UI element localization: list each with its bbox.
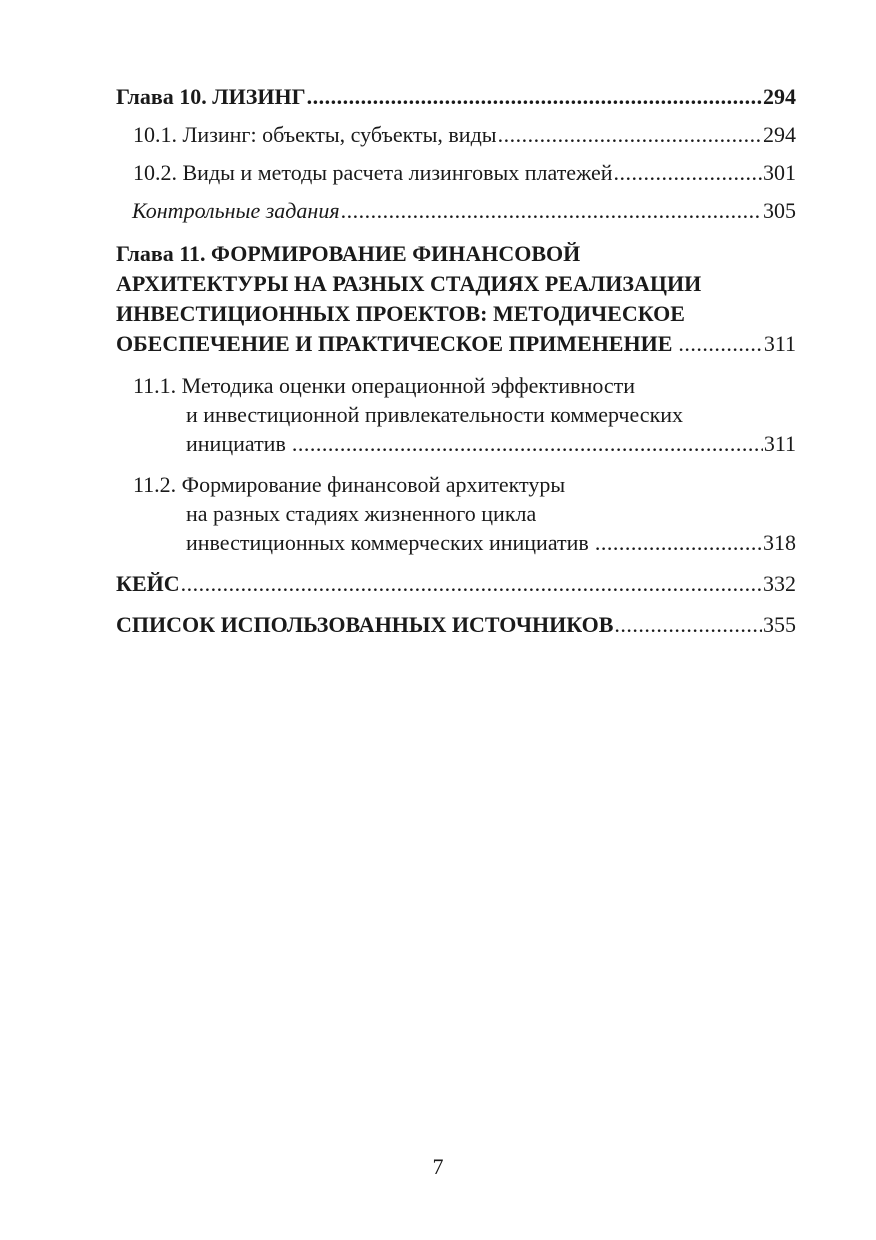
toc-entry-title-line: Глава 11. ФОРМИРОВАНИЕ ФИНАНСОВОЙ (116, 241, 581, 266)
dot-leader (181, 569, 762, 598)
dot-leader (614, 158, 762, 187)
toc-entry-title-line: инвестиционных коммерческих инициатив (186, 530, 589, 555)
toc-entry-chapter-10[interactable] (116, 82, 796, 111)
dot-leader (614, 610, 762, 639)
toc-entry-section-11-1[interactable] (116, 371, 796, 458)
toc-entry-last-line (116, 329, 796, 359)
dot-leader (292, 429, 763, 458)
dot-leader (595, 528, 762, 557)
toc-entry-page: 332 (763, 571, 796, 596)
toc-entry-page: 294 (763, 122, 796, 147)
toc-entry-title: СПИСОК ИСПОЛЬЗОВАННЫХ ИСТОЧНИКОВ (116, 612, 614, 637)
toc-entry-title-line: АРХИТЕКТУРЫ НА РАЗНЫХ СТАДИЯХ РЕАЛИЗАЦИИ (116, 271, 702, 296)
toc-entry-sources[interactable] (116, 610, 796, 639)
toc-entry-title-line: ОБЕСПЕЧЕНИЕ И ПРАКТИЧЕСКОЕ ПРИМЕНЕНИЕ (116, 331, 673, 356)
toc-entry-control-tasks[interactable] (116, 196, 796, 225)
toc-entry-last-line (133, 429, 796, 458)
dot-leader (678, 329, 762, 359)
toc-entry-title: КЕЙС (116, 571, 180, 596)
table-of-contents (116, 80, 796, 639)
toc-entry-case[interactable] (116, 569, 796, 598)
toc-entry-title-line: и инвестиционной привлекательности коммерческих (186, 402, 684, 427)
page-number: 7 (432, 1154, 444, 1179)
dot-leader (498, 120, 762, 149)
toc-entry-title-line: 11.2. Формирование финансовой архитектуры (133, 472, 566, 497)
toc-entry-section-10-1[interactable] (116, 120, 796, 149)
toc-entry-title: Контрольные задания (132, 198, 340, 223)
toc-entry-page: 311 (763, 431, 796, 456)
toc-entry-chapter-11[interactable] (116, 239, 796, 359)
toc-entry-page: 311 (763, 331, 796, 356)
toc-entry-page: 305 (763, 198, 796, 223)
dot-leader (307, 82, 762, 111)
toc-entry-title: 10.1. Лизинг: объекты, субъекты, виды (133, 122, 497, 147)
toc-entry-page: 355 (763, 612, 796, 637)
toc-entry-title-line: инициатив (186, 431, 286, 456)
toc-entry-title-line: ИНВЕСТИЦИОННЫХ ПРОЕКТОВ: МЕТОДИЧЕСКОЕ (116, 301, 685, 326)
toc-entry-title-line: 11.1. Методика оценки операционной эффективности (133, 373, 636, 398)
toc-entry-page: 294 (763, 84, 796, 109)
toc-entry-section-10-2[interactable] (116, 158, 796, 187)
dot-leader (341, 196, 762, 225)
toc-entry-title: Глава 10. ЛИЗИНГ (116, 84, 306, 109)
toc-entry-title-line: на разных стадиях жизненного цикла (186, 501, 537, 526)
toc-entry-last-line (133, 528, 796, 557)
toc-entry-title: 10.2. Виды и методы расчета лизинговых платежей (133, 160, 613, 185)
toc-entry-section-11-2[interactable] (116, 470, 796, 557)
toc-entry-page: 318 (763, 530, 796, 555)
toc-entry-page: 301 (763, 160, 796, 185)
